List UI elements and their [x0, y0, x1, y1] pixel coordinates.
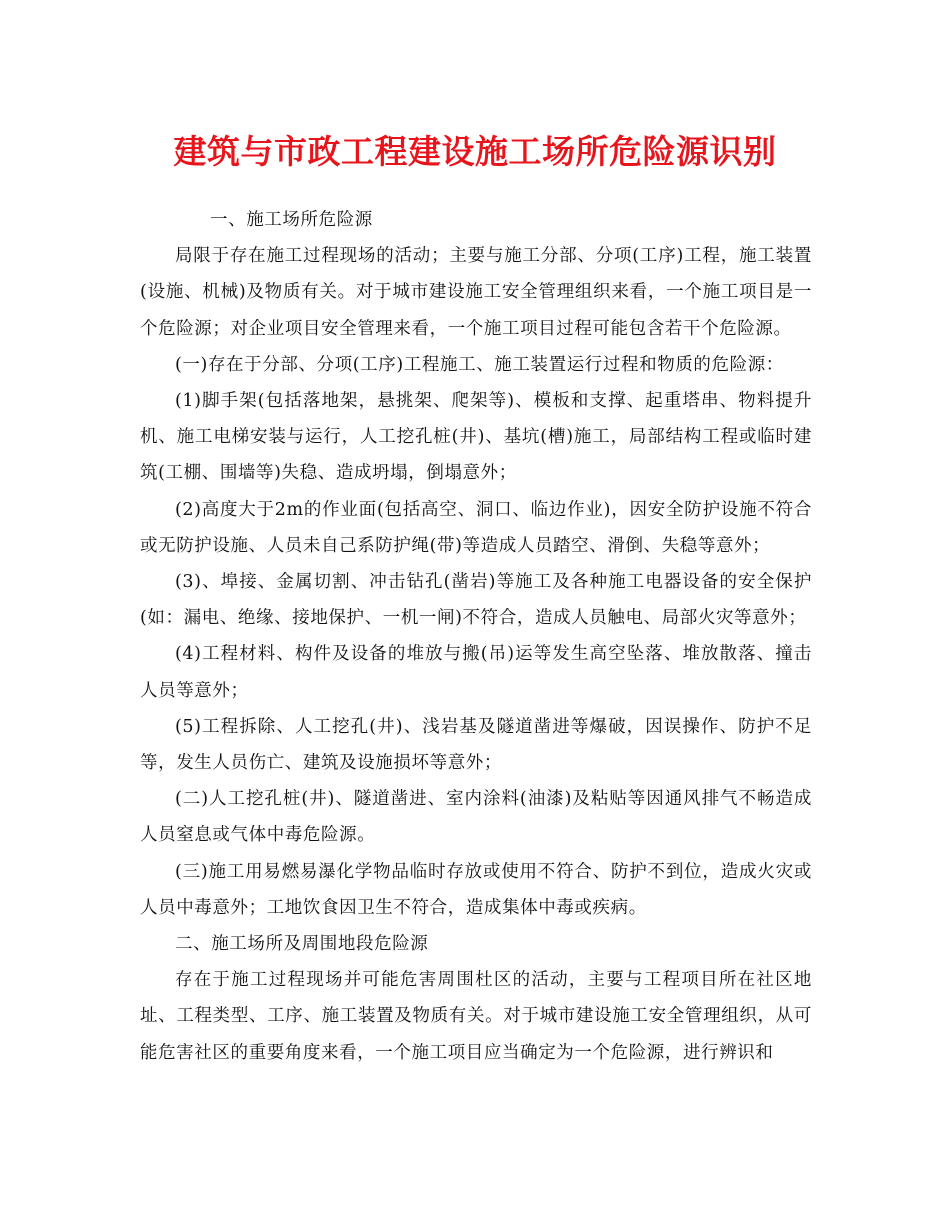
section-heading: 二、施工场所及周围地段危险源: [175, 934, 429, 955]
paragraph: 局限于存在施工过程现场的活动；主要与施工分部、分项(工序)工程，施工装置(设施、机械)及物质有关。对于城市建设施工安全管理组织来看，一个施工项目是一个危险源；对企业项目安全管理来看，一个施工项目过程可能包含若干个危险源。: [140, 246, 812, 339]
paragraph: (一)存在于分部、分项(工序)工程施工、施工装置运行过程和物质的危险源：: [175, 354, 784, 375]
paragraph: (二)人工挖孔桩(井)、隧道凿进、室内涂料(油漆)及粘贴等因通风排气不畅造成人员窒息或气体中毒危险源。: [140, 789, 812, 846]
document-title: 建筑与市政工程建设施工场所危险源识别: [173, 132, 777, 171]
paragraph: (三)施工用易燃易瀑化学物品临时存放或使用不符合、防护不到位，造成火灾或人员中毒意外；工地饮食因卫生不符合，造成集体中毒或疾病。: [140, 861, 812, 918]
paragraph: (5)工程拆除、人工挖孔(井)、浅岩基及隧道凿进等爆破，因误操作、防护不足等，发生人员伤亡、建筑及设施损坏等意外；: [140, 716, 812, 774]
section-heading: 一、施工场所危险源: [210, 210, 373, 230]
paragraph: 存在于施工过程现场并可能危害周围杜区的活动，主要与工程项目所在社区地址、工程类型、工序、施工装置及物质有关。对于城市建设施工安全管理组织，从可能危害社区的重要角度来看，一个施工项目应当确定为一个危险源，进行辨识和: [140, 970, 812, 1063]
paragraph: (4)工程材料、构件及设备的堆放与搬(吊)运等发生高空坠落、堆放散落、撞击人员等意外；: [140, 644, 812, 701]
paragraph: (1)脚手架(包括落地架，悬挑架、爬架等)、模板和支撑、起重塔串、物料提升机、施工电梯安装与运行，人工挖孔桩(井)、基坑(槽)施工，局部结构工程或临时建筑(工棚、围墙等)失稳、造成坍塌，倒塌意外；: [140, 391, 812, 484]
document-body: [140, 202, 812, 1071]
paragraph: (3)、埠接、金属切割、冲击钻孔(凿岩)等施工及各种施工电器设备的安全保护(如：漏电、绝缘、接地保护、一机一闸)不符合，造成人员触电、局部火灾等意外；: [140, 572, 812, 629]
paragraph: (2)高度大于2m的作业面(包括高空、洞口、临边作业)，因安全防护设施不符合或无防护设施、人员未自己系防护绳(带)等造成人员踏空、滑倒、失稳等意外；: [140, 499, 812, 556]
